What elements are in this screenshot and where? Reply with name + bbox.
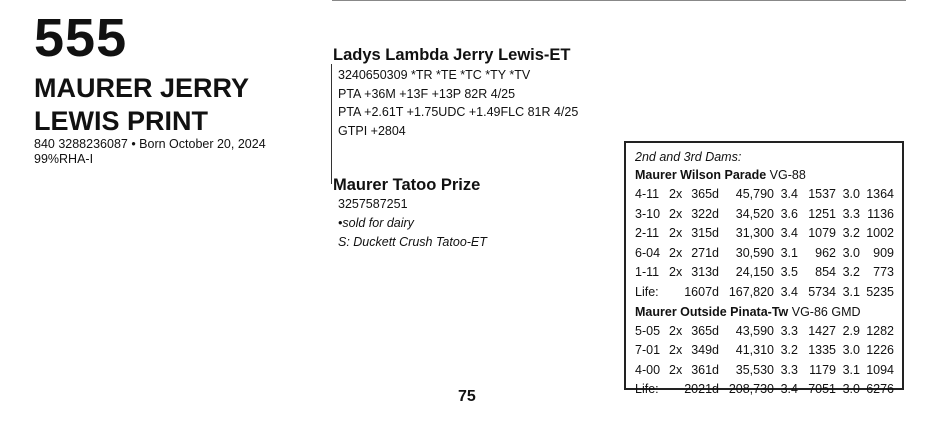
dam-name: Maurer Tatoo Prize [333,176,481,194]
record-cell: 1282 [866,323,894,338]
second-dam-records [635,185,894,303]
record-cell: 3.2 [842,226,860,241]
record-cell: 24,150 [735,265,774,280]
rha-line: 99%RHA-I [34,152,94,166]
lactation-record-row [635,185,894,205]
record-cell: 2x [669,245,683,260]
dam-registration: 3257587251 [338,197,408,211]
record-cell: 43,590 [735,323,774,338]
record-cell: 45,790 [735,187,774,201]
record-cell: 1251 [808,206,836,221]
record-cell: 34,520 [735,206,774,221]
sire-detail-line: GTPI +2804 [338,123,406,138]
record-cell: 365d [691,187,719,201]
record-cell: 3.2 [842,265,860,280]
third-dam-records [635,322,894,400]
record-cell: 167,820 [728,284,774,299]
record-cell: 315d [691,226,719,241]
record-cell: 1427 [808,323,836,338]
record-cell: 3.4 [780,226,798,241]
record-cell: 2x [669,265,683,280]
record-cell: 2x [669,206,683,221]
record-cell: 7-01 [635,343,661,358]
sire-details [338,66,578,140]
record-cell: 3.0 [842,382,860,397]
record-cell: 5734 [808,284,836,299]
record-cell: 1607d [684,284,719,299]
record-cell: 3.4 [780,187,798,201]
second-dam-score: VG-88 [769,168,806,182]
sire-detail-line: 3240650309 *TR *TE *TC *TY *TV [338,68,531,82]
record-cell: 773 [873,265,894,280]
record-cell: 2x [669,226,683,241]
record-cell: 3.0 [842,245,860,260]
second-dam-name: Maurer Wilson Parade [635,168,767,182]
record-cell: 208,730 [728,382,774,397]
lactation-record-row [635,322,894,342]
record-cell: 7051 [808,382,836,397]
record-cell: 3.3 [780,362,798,377]
record-cell: 41,310 [735,343,774,358]
sire-name: Ladys Lambda Jerry Lewis-ET [333,46,571,64]
record-cell: 6-04 [635,245,661,260]
dams-box [624,141,904,397]
record-cell: 3.1 [842,362,860,377]
record-cell: 2021d [684,382,719,397]
record-cell: 349d [691,343,719,358]
dams-header: 2nd and 3rd Dams: [635,150,742,164]
id-birth-line: 840 3288236087 • Born October 20, 2024 [34,137,266,151]
sire-detail-line: PTA +36M +13F +13P 82R 4/25 [338,86,516,101]
record-cell: 3.6 [780,206,798,221]
record-cell: 3.4 [780,382,798,397]
record-cell: 30,590 [735,245,774,260]
record-cell: 3.1 [842,284,860,299]
record-cell: 2x [669,187,683,201]
record-cell: 2x [669,343,683,358]
animal-name: MAURER JERRY LEWIS PRINT [34,73,249,136]
record-cell: 271d [691,245,719,260]
record-cell: 1335 [808,343,836,358]
third-dam-name: Maurer Outside Pinata-Tw [635,304,789,319]
record-cell: 322d [691,206,719,221]
record-cell: 2-11 [635,226,660,241]
lifetime-record-row [635,380,894,400]
record-cell: 31,300 [735,226,774,241]
record-cell: 313d [691,265,719,280]
dams-box-content [635,149,894,400]
third-dam-title [635,303,894,322]
record-cell: 3.2 [780,343,798,358]
record-cell: 3-10 [635,206,661,221]
record-cell: 2x [669,323,683,338]
record-cell: 35,530 [735,362,774,377]
dam-note: •sold for dairy [338,216,414,230]
record-cell: 1179 [809,362,836,377]
record-cell: 1136 [867,206,894,221]
lactation-record-row [635,263,894,283]
record-cell: 1226 [866,343,894,358]
record-cell: 4-00 [635,362,661,377]
lot-number: 555 [34,8,128,68]
record-cell: 3.0 [842,187,860,201]
third-dam-score: VG-86 GMD [791,304,861,319]
record-cell: 1-11 [635,265,660,280]
record-cell: 3.3 [780,323,798,338]
record-cell: 3.1 [780,245,798,260]
record-cell: 1094 [866,362,894,377]
record-cell: 3.5 [780,265,798,280]
record-cell: 365d [691,323,719,338]
record-cell: 4-11 [635,187,660,201]
record-cell: 909 [873,245,894,260]
lifetime-record-row [635,283,894,303]
lactation-record-row [635,224,894,244]
record-cell: 1002 [866,226,894,241]
page-number: 75 [458,388,476,405]
record-cell: 962 [815,245,836,260]
lactation-record-row [635,341,894,361]
record-cell: 1364 [866,187,894,201]
record-cell: 2.9 [842,323,860,338]
second-dam-title [635,166,894,185]
sire-detail-line: PTA +2.61T +1.75UDC +1.49FLC 81R 4/25 [338,105,579,119]
dam-details [338,195,487,252]
record-cell: 3.3 [842,206,860,221]
lactation-record-row [635,244,894,264]
record-cell: 1079 [808,226,836,241]
record-cell: Life: [635,284,659,299]
pedigree-bracket [331,64,332,184]
animal-meta [34,137,266,167]
record-cell: 6276 [866,382,894,397]
record-cell: 361d [691,362,719,377]
record-cell: 5-05 [635,323,661,338]
record-cell: 854 [815,265,836,280]
record-cell: 1537 [808,187,836,201]
dam-sire: S: Duckett Crush Tatoo-ET [338,235,487,249]
record-cell: Life: [635,382,659,397]
record-cell: 3.0 [842,343,860,358]
record-cell: 3.4 [780,284,798,299]
record-cell: 5235 [866,284,894,299]
lactation-record-row [635,361,894,381]
lactation-record-row [635,205,894,225]
record-cell: 2x [669,362,683,377]
top-rule [332,0,906,1]
